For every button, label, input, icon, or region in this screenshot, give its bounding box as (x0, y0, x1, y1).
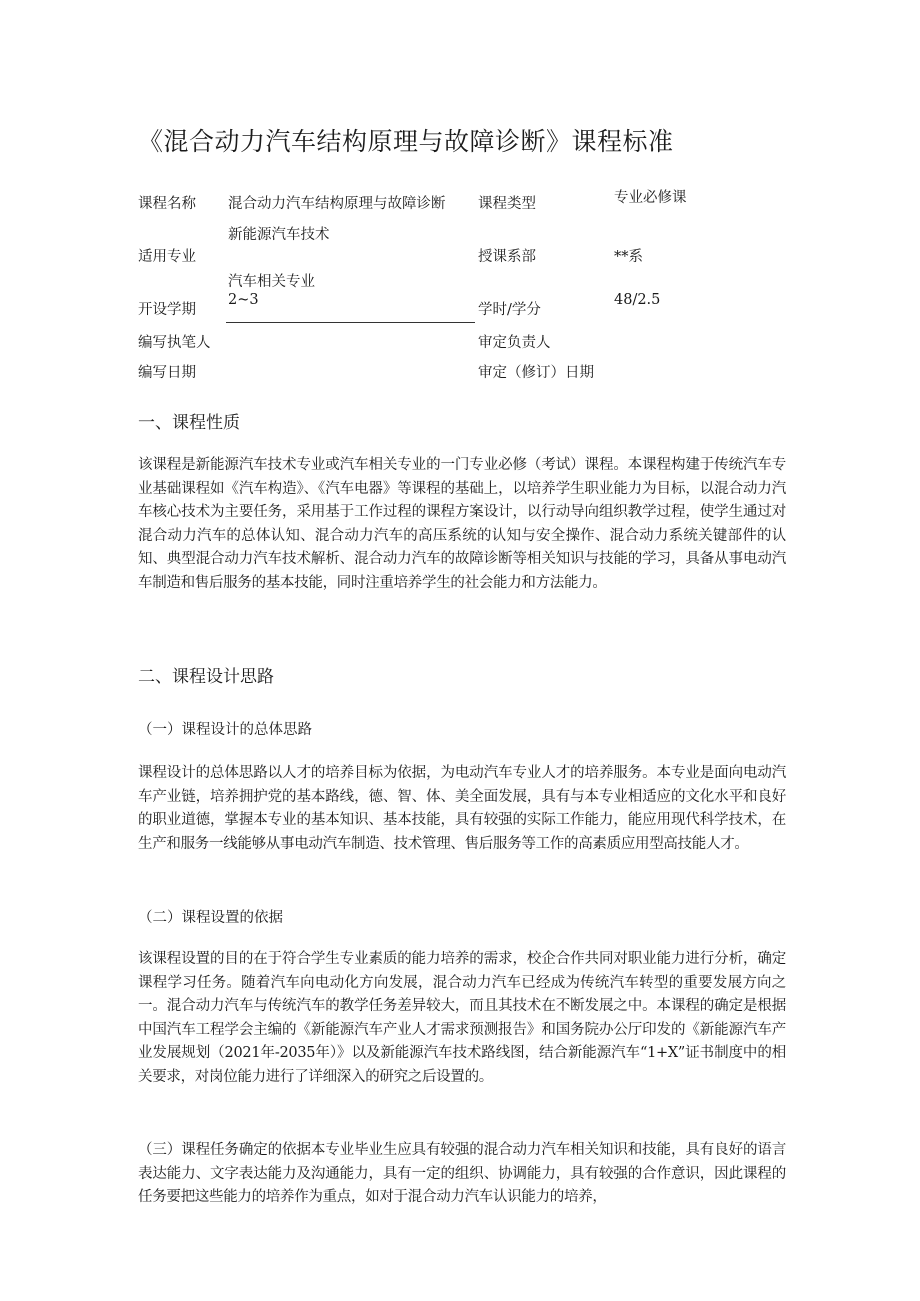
semester-value: 2~3 (228, 292, 259, 308)
subsection-heading-basis: （二）课程设置的依据 (138, 910, 283, 926)
subsection-body-overall: 课程设计的总体思路以人才的培养目标为依据，为电动汽车专业人才的培养服务。本专业是面向电动汽车产业链，培养拥护党的基本路线，德、智、体、美全面发展，具有与本专业相适应的文化水平和良好的职业道德，掌握本专业的基本知识、基本技能，具有较强的实际工作能力，能应用现代科学技术，在生产和服务一线能够从事电动汽车制造、技术管理、售后服务等工作的高素质应用型高技能人才。 (138, 765, 786, 852)
major-label: 适用专业 (138, 249, 196, 265)
subsection-body-basis: 该课程设置的目的在于符合学生专业素质的能力培养的需求，校企合作共同对职业能力进行分析，确定课程学习任务。随着汽车向电动化方向发展，混合动力汽车已经成为传统汽车转型的重要发展方向之一。混合动力汽车与传统汽车的教学任务差异较大，而且其技术在不断发展之中。本课程的确定是根据中国汽车工程学会主编的《新能源汽车产业人才需求预测报告》和国务院办公厅印发的《新能源汽车产业发展规划（2021年-2035年）》以及新能源汽车技术路线图，结合新能源汽车“1+X”证书制度中的相关要求，对岗位能力进行了详细深入的研究之后设置的。 (138, 951, 786, 1085)
course-name-label: 课程名称 (138, 196, 196, 212)
course-type-value: 专业必修课 (614, 190, 687, 206)
course-name-value: 混合动力汽车结构原理与故障诊断 (228, 196, 446, 212)
author-label: 编写执笔人 (138, 335, 211, 351)
hours-label: 学时/学分 (478, 302, 541, 318)
document-title: 《混合动力汽车结构原理与故障诊断》课程标准 (138, 127, 674, 156)
major-value-primary: 新能源汽车技术 (228, 227, 330, 243)
subsection-heading-overall: （一）课程设计的总体思路 (138, 722, 312, 738)
date-label: 编写日期 (138, 365, 196, 381)
course-type-label: 课程类型 (478, 196, 536, 212)
review-date-label: 审定（修订）日期 (478, 365, 594, 381)
section-heading-nature: 一、课程性质 (138, 413, 240, 433)
hours-value: 48/2.5 (614, 292, 661, 308)
dept-label: 授课系部 (478, 249, 536, 265)
subsection-body-task-basis: （三）课程任务确定的依据本专业毕业生应具有较强的混合动力汽车相关知识和技能，具有良好的语言表达能力、文字表达能力及沟通能力，具有一定的组织、协调能力，具有较强的合作意识，因此课程的任务要把这些能力的培养作为重点，如对于混合动力汽车认识能力的培养， (138, 1142, 786, 1206)
semester-underline (226, 322, 475, 323)
reviewer-label: 审定负责人 (478, 335, 551, 351)
section-body-nature: 该课程是新能源汽车技术专业或汽车相关专业的一门专业必修（考试）课程。本课程构建于传统汽车专业基础课程如《汽车构造》、《汽车电器》等课程的基础上，以培养学生职业能力为目标，以混合动力汽车核心技术为主要任务，采用基于工作过程的课程方案设计，以行动导向组织教学过程，使学生通过对混合动力汽车的总体认知、混合动力汽车的高压系统的认知与安全操作、混合动力系统关键部件的认知、典型混合动力汽车技术解析、混合动力汽车的故障诊断等相关知识与技能的学习，具备从事电动汽车制造和售后服务的基本技能，同时注重培养学生的社会能力和方法能力。 (138, 457, 786, 591)
dept-value: **系 (614, 249, 643, 265)
major-value-secondary: 汽车相关专业 (228, 274, 315, 290)
semester-label: 开设学期 (138, 302, 196, 318)
section-heading-design: 二、课程设计思路 (138, 667, 274, 687)
